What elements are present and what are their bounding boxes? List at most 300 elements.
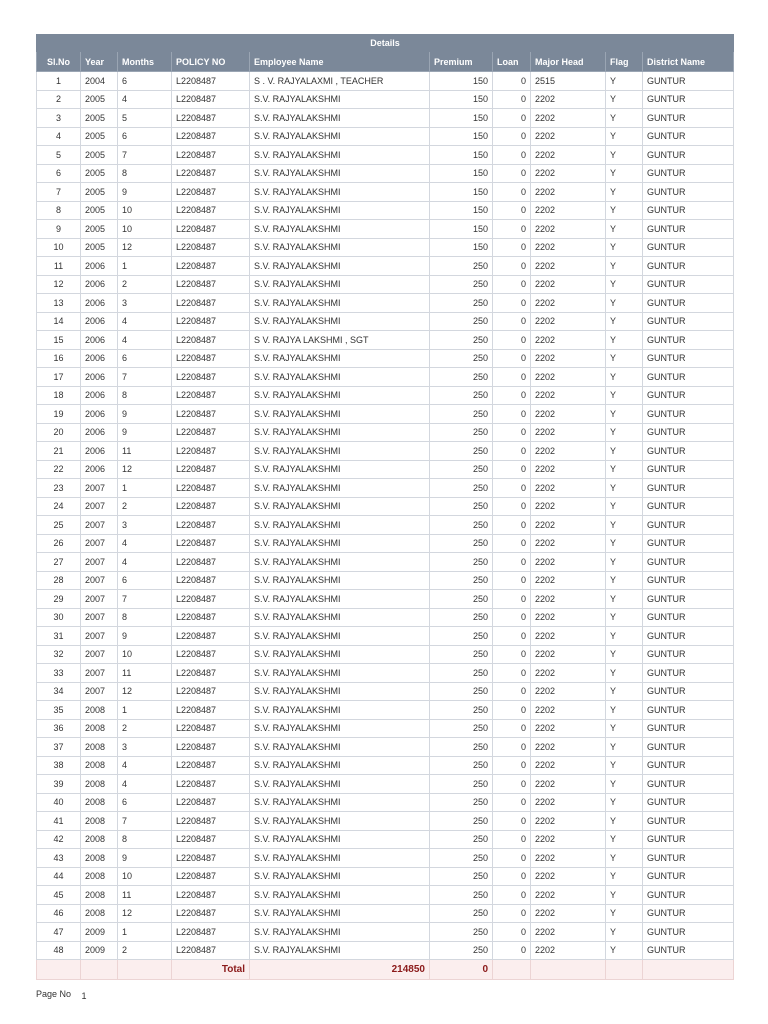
col-header-months[interactable]: Months bbox=[118, 52, 172, 72]
cell-loan: 0 bbox=[493, 349, 531, 368]
cell-sl-no: 48 bbox=[37, 941, 81, 960]
cell-policy-no: L2208487 bbox=[172, 645, 250, 664]
table-row bbox=[37, 220, 734, 239]
cell-sl-no: 14 bbox=[37, 312, 81, 331]
cell-premium: 250 bbox=[430, 627, 493, 646]
cell-employee-name: S.V. RAJYALAKSHMI bbox=[250, 442, 430, 461]
cell-employee-name: S.V. RAJYALAKSHMI bbox=[250, 312, 430, 331]
cell-district-name: GUNTUR bbox=[643, 423, 734, 442]
cell-sl-no: 2 bbox=[37, 90, 81, 109]
cell-year: 2005 bbox=[81, 90, 118, 109]
cell-major-head: 2202 bbox=[531, 775, 606, 794]
cell-sl-no: 34 bbox=[37, 682, 81, 701]
cell-months: 8 bbox=[118, 608, 172, 627]
col-header-premium[interactable]: Premium bbox=[430, 52, 493, 72]
cell-year: 2006 bbox=[81, 312, 118, 331]
cell-district-name: GUNTUR bbox=[643, 719, 734, 738]
page-number: 1 bbox=[81, 991, 87, 1001]
cell-flag: Y bbox=[606, 682, 643, 701]
cell-loan: 0 bbox=[493, 405, 531, 424]
cell-premium: 250 bbox=[430, 793, 493, 812]
cell-policy-no: L2208487 bbox=[172, 275, 250, 294]
cell-district-name: GUNTUR bbox=[643, 571, 734, 590]
cell-loan: 0 bbox=[493, 812, 531, 831]
cell-year: 2008 bbox=[81, 756, 118, 775]
cell-policy-no: L2208487 bbox=[172, 497, 250, 516]
cell-loan: 0 bbox=[493, 738, 531, 757]
col-header-employee-name[interactable]: Employee Name bbox=[250, 52, 430, 72]
cell-policy-no: L2208487 bbox=[172, 812, 250, 831]
cell-months: 2 bbox=[118, 719, 172, 738]
cell-flag: Y bbox=[606, 164, 643, 183]
cell-months: 10 bbox=[118, 645, 172, 664]
cell-major-head: 2202 bbox=[531, 664, 606, 683]
cell-policy-no: L2208487 bbox=[172, 220, 250, 239]
cell-employee-name: S.V. RAJYALAKSHMI bbox=[250, 497, 430, 516]
cell-premium: 250 bbox=[430, 257, 493, 276]
cell-district-name: GUNTUR bbox=[643, 386, 734, 405]
cell-months: 4 bbox=[118, 90, 172, 109]
cell-months: 1 bbox=[118, 923, 172, 942]
cell-loan: 0 bbox=[493, 627, 531, 646]
cell-sl-no: 5 bbox=[37, 146, 81, 165]
table-row bbox=[37, 386, 734, 405]
cell-year: 2007 bbox=[81, 645, 118, 664]
cell-premium: 150 bbox=[430, 90, 493, 109]
table-row bbox=[37, 72, 734, 91]
cell-district-name: GUNTUR bbox=[643, 497, 734, 516]
cell-flag: Y bbox=[606, 904, 643, 923]
cell-premium: 250 bbox=[430, 645, 493, 664]
cell-year: 2006 bbox=[81, 368, 118, 387]
table-row bbox=[37, 719, 734, 738]
cell-months: 6 bbox=[118, 571, 172, 590]
table-row bbox=[37, 312, 734, 331]
cell-district-name: GUNTUR bbox=[643, 479, 734, 498]
cell-premium: 250 bbox=[430, 608, 493, 627]
table-row bbox=[37, 867, 734, 886]
col-header-flag[interactable]: Flag bbox=[606, 52, 643, 72]
cell-loan: 0 bbox=[493, 368, 531, 387]
cell-policy-no: L2208487 bbox=[172, 904, 250, 923]
cell-district-name: GUNTUR bbox=[643, 849, 734, 868]
cell-major-head: 2202 bbox=[531, 812, 606, 831]
cell-sl-no: 26 bbox=[37, 534, 81, 553]
cell-year: 2006 bbox=[81, 460, 118, 479]
cell-policy-no: L2208487 bbox=[172, 368, 250, 387]
cell-flag: Y bbox=[606, 331, 643, 350]
cell-flag: Y bbox=[606, 516, 643, 535]
cell-flag: Y bbox=[606, 553, 643, 572]
cell-loan: 0 bbox=[493, 830, 531, 849]
cell-year: 2008 bbox=[81, 719, 118, 738]
cell-loan: 0 bbox=[493, 701, 531, 720]
cell-employee-name: S.V. RAJYALAKSHMI bbox=[250, 164, 430, 183]
cell-sl-no: 6 bbox=[37, 164, 81, 183]
cell-loan: 0 bbox=[493, 442, 531, 461]
cell-months: 2 bbox=[118, 275, 172, 294]
cell-loan: 0 bbox=[493, 183, 531, 202]
cell-major-head: 2202 bbox=[531, 534, 606, 553]
cell-employee-name: S.V. RAJYALAKSHMI bbox=[250, 849, 430, 868]
cell-district-name: GUNTUR bbox=[643, 331, 734, 350]
cell-months: 4 bbox=[118, 775, 172, 794]
cell-premium: 250 bbox=[430, 701, 493, 720]
col-header-year[interactable]: Year bbox=[81, 52, 118, 72]
cell-loan: 0 bbox=[493, 460, 531, 479]
cell-months: 4 bbox=[118, 331, 172, 350]
cell-major-head: 2202 bbox=[531, 201, 606, 220]
cell-months: 9 bbox=[118, 849, 172, 868]
cell-major-head: 2202 bbox=[531, 627, 606, 646]
cell-policy-no: L2208487 bbox=[172, 590, 250, 609]
cell-premium: 250 bbox=[430, 830, 493, 849]
cell-major-head: 2202 bbox=[531, 405, 606, 424]
cell-premium: 250 bbox=[430, 867, 493, 886]
cell-year: 2008 bbox=[81, 775, 118, 794]
cell-premium: 250 bbox=[430, 497, 493, 516]
cell-year: 2006 bbox=[81, 386, 118, 405]
cell-policy-no: L2208487 bbox=[172, 701, 250, 720]
cell-policy-no: L2208487 bbox=[172, 886, 250, 905]
cell-employee-name: S.V. RAJYALAKSHMI bbox=[250, 756, 430, 775]
cell-premium: 250 bbox=[430, 756, 493, 775]
cell-major-head: 2202 bbox=[531, 442, 606, 461]
cell-district-name: GUNTUR bbox=[643, 701, 734, 720]
cell-sl-no: 12 bbox=[37, 275, 81, 294]
cell-premium: 250 bbox=[430, 923, 493, 942]
col-header-policy-no[interactable]: POLICY NO bbox=[172, 52, 250, 72]
cell-district-name: GUNTUR bbox=[643, 442, 734, 461]
cell-major-head: 2202 bbox=[531, 571, 606, 590]
cell-district-name: GUNTUR bbox=[643, 460, 734, 479]
cell-employee-name: S.V. RAJYALAKSHMI bbox=[250, 405, 430, 424]
col-header-sl-no[interactable]: Sl.No bbox=[37, 52, 81, 72]
cell-district-name: GUNTUR bbox=[643, 830, 734, 849]
col-header-major-head[interactable]: Major Head bbox=[531, 52, 606, 72]
cell-major-head: 2202 bbox=[531, 109, 606, 128]
cell-policy-no: L2208487 bbox=[172, 756, 250, 775]
cell-loan: 0 bbox=[493, 553, 531, 572]
cell-employee-name: S . V. RAJYALAXMI , TEACHER bbox=[250, 72, 430, 91]
cell-loan: 0 bbox=[493, 775, 531, 794]
cell-employee-name: S.V. RAJYALAKSHMI bbox=[250, 201, 430, 220]
cell-months: 12 bbox=[118, 460, 172, 479]
cell-flag: Y bbox=[606, 867, 643, 886]
cell-flag: Y bbox=[606, 849, 643, 868]
cell-year: 2007 bbox=[81, 479, 118, 498]
cell-district-name: GUNTUR bbox=[643, 164, 734, 183]
cell-district-name: GUNTUR bbox=[643, 349, 734, 368]
cell-employee-name: S.V. RAJYALAKSHMI bbox=[250, 664, 430, 683]
cell-sl-no: 1 bbox=[37, 72, 81, 91]
cell-sl-no: 29 bbox=[37, 590, 81, 609]
cell-flag: Y bbox=[606, 183, 643, 202]
cell-loan: 0 bbox=[493, 941, 531, 960]
cell-year: 2006 bbox=[81, 257, 118, 276]
cell-major-head: 2202 bbox=[531, 590, 606, 609]
cell-major-head: 2202 bbox=[531, 553, 606, 572]
cell-employee-name: S.V. RAJYALAKSHMI bbox=[250, 460, 430, 479]
cell-district-name: GUNTUR bbox=[643, 756, 734, 775]
table-row bbox=[37, 553, 734, 572]
cell-major-head: 2202 bbox=[531, 867, 606, 886]
cell-policy-no: L2208487 bbox=[172, 923, 250, 942]
cell-months: 11 bbox=[118, 886, 172, 905]
cell-sl-no: 42 bbox=[37, 830, 81, 849]
cell-flag: Y bbox=[606, 479, 643, 498]
cell-loan: 0 bbox=[493, 423, 531, 442]
cell-district-name: GUNTUR bbox=[643, 201, 734, 220]
table-row bbox=[37, 664, 734, 683]
cell-year: 2008 bbox=[81, 886, 118, 905]
cell-employee-name: S.V. RAJYALAKSHMI bbox=[250, 701, 430, 720]
table-row bbox=[37, 294, 734, 313]
cell-sl-no: 43 bbox=[37, 849, 81, 868]
cell-year: 2006 bbox=[81, 331, 118, 350]
cell-premium: 250 bbox=[430, 534, 493, 553]
cell-months: 8 bbox=[118, 830, 172, 849]
cell-major-head: 2202 bbox=[531, 294, 606, 313]
cell-flag: Y bbox=[606, 442, 643, 461]
col-header-district-name[interactable]: District Name bbox=[643, 52, 734, 72]
col-header-loan[interactable]: Loan bbox=[493, 52, 531, 72]
cell-major-head: 2202 bbox=[531, 368, 606, 387]
cell-premium: 250 bbox=[430, 386, 493, 405]
cell-flag: Y bbox=[606, 294, 643, 313]
table-row bbox=[37, 127, 734, 146]
cell-loan: 0 bbox=[493, 886, 531, 905]
cell-employee-name: S.V. RAJYALAKSHMI bbox=[250, 812, 430, 831]
cell-year: 2007 bbox=[81, 553, 118, 572]
cell-months: 4 bbox=[118, 312, 172, 331]
cell-district-name: GUNTUR bbox=[643, 312, 734, 331]
total-premium: 214850 bbox=[250, 960, 430, 980]
table-row bbox=[37, 571, 734, 590]
cell-premium: 250 bbox=[430, 886, 493, 905]
cell-district-name: GUNTUR bbox=[643, 627, 734, 646]
cell-year: 2007 bbox=[81, 497, 118, 516]
table-row bbox=[37, 516, 734, 535]
table-row bbox=[37, 164, 734, 183]
cell-year: 2009 bbox=[81, 923, 118, 942]
cell-employee-name: S V. RAJYA LAKSHMI , SGT bbox=[250, 331, 430, 350]
table-row bbox=[37, 442, 734, 461]
cell-flag: Y bbox=[606, 386, 643, 405]
cell-loan: 0 bbox=[493, 608, 531, 627]
cell-year: 2007 bbox=[81, 682, 118, 701]
table-row bbox=[37, 923, 734, 942]
cell-premium: 250 bbox=[430, 460, 493, 479]
cell-sl-no: 18 bbox=[37, 386, 81, 405]
column-header-row bbox=[37, 52, 734, 72]
cell-loan: 0 bbox=[493, 664, 531, 683]
cell-loan: 0 bbox=[493, 127, 531, 146]
cell-months: 7 bbox=[118, 146, 172, 165]
cell-major-head: 2202 bbox=[531, 257, 606, 276]
cell-employee-name: S.V. RAJYALAKSHMI bbox=[250, 719, 430, 738]
cell-employee-name: S.V. RAJYALAKSHMI bbox=[250, 904, 430, 923]
cell-flag: Y bbox=[606, 312, 643, 331]
cell-employee-name: S.V. RAJYALAKSHMI bbox=[250, 534, 430, 553]
cell-sl-no: 13 bbox=[37, 294, 81, 313]
cell-policy-no: L2208487 bbox=[172, 534, 250, 553]
cell-year: 2005 bbox=[81, 164, 118, 183]
cell-sl-no: 11 bbox=[37, 257, 81, 276]
table-row bbox=[37, 349, 734, 368]
table-row bbox=[37, 405, 734, 424]
cell-flag: Y bbox=[606, 238, 643, 257]
cell-months: 5 bbox=[118, 109, 172, 128]
cell-sl-no: 15 bbox=[37, 331, 81, 350]
cell-employee-name: S.V. RAJYALAKSHMI bbox=[250, 238, 430, 257]
cell-flag: Y bbox=[606, 109, 643, 128]
cell-year: 2007 bbox=[81, 516, 118, 535]
cell-loan: 0 bbox=[493, 867, 531, 886]
cell-premium: 250 bbox=[430, 331, 493, 350]
cell-months: 7 bbox=[118, 368, 172, 387]
cell-loan: 0 bbox=[493, 719, 531, 738]
cell-district-name: GUNTUR bbox=[643, 257, 734, 276]
cell-major-head: 2202 bbox=[531, 479, 606, 498]
cell-district-name: GUNTUR bbox=[643, 590, 734, 609]
table-row bbox=[37, 109, 734, 128]
cell-year: 2005 bbox=[81, 220, 118, 239]
cell-loan: 0 bbox=[493, 164, 531, 183]
cell-sl-no: 10 bbox=[37, 238, 81, 257]
cell-major-head: 2202 bbox=[531, 645, 606, 664]
cell-sl-no: 39 bbox=[37, 775, 81, 794]
table-row bbox=[37, 423, 734, 442]
cell-district-name: GUNTUR bbox=[643, 534, 734, 553]
cell-employee-name: S.V. RAJYALAKSHMI bbox=[250, 682, 430, 701]
cell-premium: 250 bbox=[430, 423, 493, 442]
cell-employee-name: S.V. RAJYALAKSHMI bbox=[250, 127, 430, 146]
cell-major-head: 2202 bbox=[531, 275, 606, 294]
cell-premium: 150 bbox=[430, 127, 493, 146]
cell-loan: 0 bbox=[493, 294, 531, 313]
cell-premium: 250 bbox=[430, 664, 493, 683]
cell-major-head: 2202 bbox=[531, 183, 606, 202]
cell-loan: 0 bbox=[493, 275, 531, 294]
cell-district-name: GUNTUR bbox=[643, 941, 734, 960]
cell-employee-name: S.V. RAJYALAKSHMI bbox=[250, 553, 430, 572]
cell-year: 2005 bbox=[81, 183, 118, 202]
cell-major-head: 2202 bbox=[531, 331, 606, 350]
cell-major-head: 2202 bbox=[531, 941, 606, 960]
cell-months: 9 bbox=[118, 627, 172, 646]
cell-flag: Y bbox=[606, 423, 643, 442]
cell-premium: 250 bbox=[430, 941, 493, 960]
cell-policy-no: L2208487 bbox=[172, 793, 250, 812]
cell-flag: Y bbox=[606, 664, 643, 683]
cell-loan: 0 bbox=[493, 386, 531, 405]
total-loan: 0 bbox=[430, 960, 493, 980]
cell-district-name: GUNTUR bbox=[643, 146, 734, 165]
cell-policy-no: L2208487 bbox=[172, 608, 250, 627]
cell-premium: 150 bbox=[430, 109, 493, 128]
cell-district-name: GUNTUR bbox=[643, 904, 734, 923]
cell-months: 6 bbox=[118, 127, 172, 146]
cell-policy-no: L2208487 bbox=[172, 941, 250, 960]
cell-premium: 150 bbox=[430, 183, 493, 202]
cell-employee-name: S.V. RAJYALAKSHMI bbox=[250, 220, 430, 239]
cell-flag: Y bbox=[606, 627, 643, 646]
cell-premium: 250 bbox=[430, 349, 493, 368]
cell-major-head: 2202 bbox=[531, 238, 606, 257]
cell-policy-no: L2208487 bbox=[172, 312, 250, 331]
cell-policy-no: L2208487 bbox=[172, 442, 250, 461]
cell-months: 11 bbox=[118, 664, 172, 683]
cell-employee-name: S.V. RAJYALAKSHMI bbox=[250, 257, 430, 276]
cell-employee-name: S.V. RAJYALAKSHMI bbox=[250, 867, 430, 886]
table-row bbox=[37, 90, 734, 109]
cell-year: 2008 bbox=[81, 738, 118, 757]
table-row bbox=[37, 645, 734, 664]
details-table bbox=[36, 34, 734, 980]
cell-policy-no: L2208487 bbox=[172, 146, 250, 165]
cell-major-head: 2202 bbox=[531, 608, 606, 627]
cell-year: 2006 bbox=[81, 442, 118, 461]
cell-major-head: 2202 bbox=[531, 423, 606, 442]
cell-months: 9 bbox=[118, 423, 172, 442]
cell-policy-no: L2208487 bbox=[172, 183, 250, 202]
table-row bbox=[37, 331, 734, 350]
cell-policy-no: L2208487 bbox=[172, 627, 250, 646]
cell-months: 3 bbox=[118, 516, 172, 535]
cell-year: 2008 bbox=[81, 793, 118, 812]
cell-district-name: GUNTUR bbox=[643, 608, 734, 627]
cell-year: 2008 bbox=[81, 849, 118, 868]
table-row bbox=[37, 497, 734, 516]
cell-months: 6 bbox=[118, 349, 172, 368]
cell-premium: 150 bbox=[430, 201, 493, 220]
cell-policy-no: L2208487 bbox=[172, 553, 250, 572]
cell-loan: 0 bbox=[493, 793, 531, 812]
cell-premium: 250 bbox=[430, 682, 493, 701]
cell-policy-no: L2208487 bbox=[172, 571, 250, 590]
table-row bbox=[37, 183, 734, 202]
cell-sl-no: 45 bbox=[37, 886, 81, 905]
cell-months: 10 bbox=[118, 220, 172, 239]
cell-sl-no: 28 bbox=[37, 571, 81, 590]
cell-major-head: 2515 bbox=[531, 72, 606, 91]
cell-employee-name: S.V. RAJYALAKSHMI bbox=[250, 183, 430, 202]
cell-employee-name: S.V. RAJYALAKSHMI bbox=[250, 109, 430, 128]
cell-flag: Y bbox=[606, 941, 643, 960]
cell-year: 2008 bbox=[81, 904, 118, 923]
cell-months: 1 bbox=[118, 257, 172, 276]
table-body bbox=[37, 72, 734, 960]
cell-months: 12 bbox=[118, 238, 172, 257]
table-row bbox=[37, 830, 734, 849]
cell-policy-no: L2208487 bbox=[172, 109, 250, 128]
cell-year: 2008 bbox=[81, 867, 118, 886]
cell-flag: Y bbox=[606, 127, 643, 146]
cell-loan: 0 bbox=[493, 590, 531, 609]
cell-major-head: 2202 bbox=[531, 220, 606, 239]
table-row bbox=[37, 257, 734, 276]
cell-months: 1 bbox=[118, 701, 172, 720]
cell-year: 2006 bbox=[81, 294, 118, 313]
cell-employee-name: S.V. RAJYALAKSHMI bbox=[250, 627, 430, 646]
cell-employee-name: S.V. RAJYALAKSHMI bbox=[250, 294, 430, 313]
cell-loan: 0 bbox=[493, 238, 531, 257]
table-row bbox=[37, 849, 734, 868]
cell-employee-name: S.V. RAJYALAKSHMI bbox=[250, 775, 430, 794]
cell-year: 2008 bbox=[81, 701, 118, 720]
cell-flag: Y bbox=[606, 812, 643, 831]
